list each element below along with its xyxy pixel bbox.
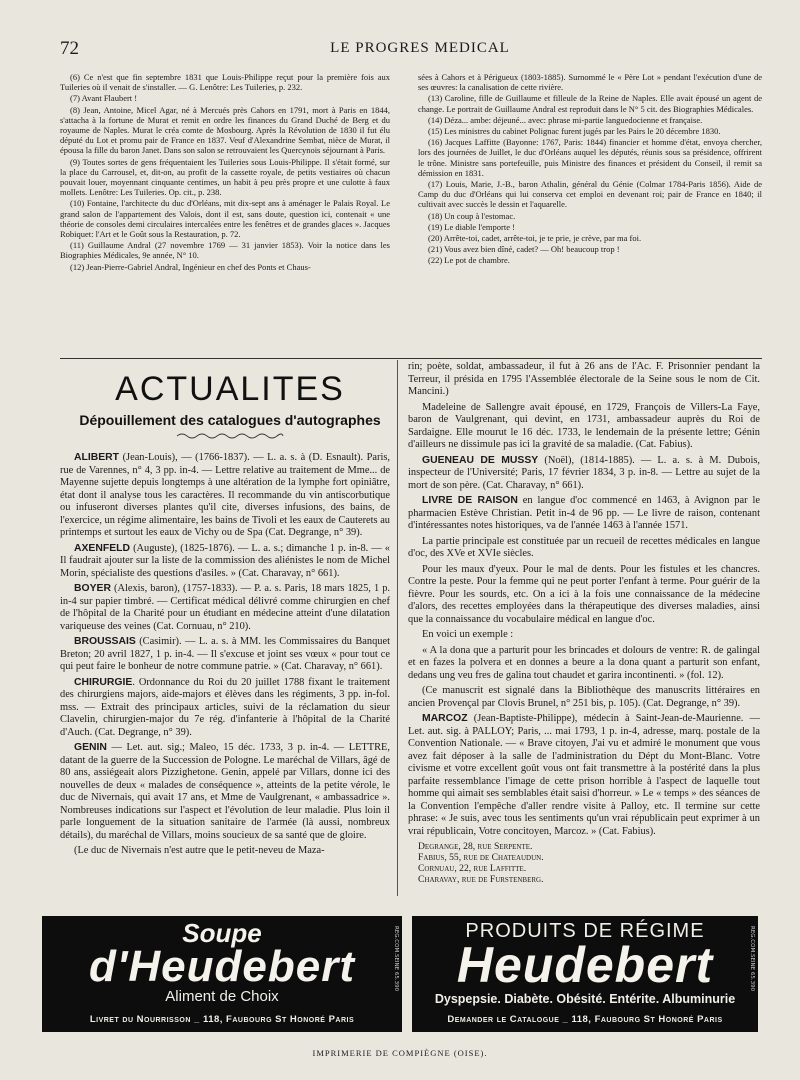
entry-name: AXENFELD: [74, 542, 130, 554]
entry-text: (Jean-Baptiste-Philippe), médecin à Saint-Jean-de-Maurienne. — Let. aut. sig. à PALLOY; Paris, ... mai 1793, 1 p. in-4, adresse, marq. postale de la Convention Nationale. — « Brave citoyen, J'ai vu et admiré le monument que vous avez fait déposer à la salle de l'administration du Dépt du Mont-Blanc. Votre civisme et votre excellent goût vous ont fait transmettre à la postérité dans la plus parfaite ressemblance l'image de cette prison horrible à l'aspect de laquelle tout homme qui aimait ses semblables était saisi d'horreur. » Le « temps » des séances de la Convention l'empêche d'aller rendre visite à Palloy, etc. Il termine sur cette phrase: « Je suis, avec tous les sentiments qu'un vrai républicain peut exprimer à un vrai républicain, Votre concitoyen, Marcoz. » (Cat. Fabius).: [408, 713, 760, 837]
ad-script-soupe: Soupe: [182, 918, 262, 948]
catalogue-entry: [408, 629, 760, 642]
printer-imprint: IMPRIMERIE DE COMPIÈGNE (OISE).: [312, 1048, 488, 1058]
catalogue-entry: [408, 402, 760, 452]
footnote: (11) Guillaume Andral (27 novembre 1769 — 31 janvier 1853). Voir la notice dans les Biographies Médicales, 9e année, N° 10.: [60, 240, 390, 261]
entry-text: (Auguste), (1825-1876). — L. a. s.; dimanche 1 p. in-8. — « Il faudrait ajouter sur la liste de la commission des aliénistes le nom de Michel Morin, spécialiste des questions d'asiles. » (Cat. Charavay, n° 661).: [60, 542, 390, 579]
column-divider: [397, 360, 398, 896]
footnote: sées à Cahors et à Périgueux (1803-1885). Surnommé le « Père Lot » pendant l'exécution d'une de ses œuvres: la canalisation de cette rivière.: [418, 72, 762, 93]
ornament-squiggle: [175, 432, 285, 440]
catalogue-entry: [60, 845, 390, 858]
footnote: (6) Ce n'est que fin septembre 1831 que Louis-Philippe reçut pour la première fois aux Tuileries où il venait de s'installer. — G. Lenôtre: Les Tuileries, p. 232.: [60, 72, 390, 93]
entry-name: GUENEAU DE MUSSY: [422, 454, 539, 466]
catalogue-entry: [408, 685, 760, 710]
entry-text: (Casimir). — L. a. s. à MM. les Commissaires du Banquet Breton; 20 avril 1827, 1 p. in-4. — Il s'excuse et joint ses vœux « pour tout ce qui peut faire le bonheur de notre commune patrie. » (Cat. Charavay, n° 661).: [60, 636, 390, 672]
entry-name: GENIN: [74, 742, 107, 753]
ad-indications: Dyspepsie. Diabète. Obésité. Entérite. Albuminurie: [434, 992, 736, 1006]
entries-column-left: [60, 452, 390, 861]
entry-text: (Le duc de Nivernais n'est autre que le petit-neveu de Maza-: [74, 845, 325, 856]
footnote: (9) Toutes sortes de gens fréquentaient les Tuileries sous Louis-Philippe. Il s'était formé, sur la place du Carrousel, et, dit-on, au profit de la cassette royale, de petits vestiaires où chacun pouvait louer, moyennant cinquante centimes, un habit à peu près propre et une culotte à faux mollets. Lenôtre: Les Tuileries. Op. cit., p. 238.: [60, 156, 390, 198]
catalogue-entry: [60, 742, 390, 842]
entry-text: en langue d'oc commencé en 1463, à Avignon par le pharmacien Estève Christian. Petit in-4 de 96 pp. — Le livre de raison, contenant d'intéressantes notes historiques, va de l'année 1463 à l'année 1571.: [408, 495, 760, 531]
catalogue-entry: [408, 564, 760, 627]
catalogue-addresses: [408, 841, 760, 885]
catalogue-entry: [60, 583, 390, 633]
page-number: 72: [60, 38, 79, 59]
footnote: (22) Le pot de chambre.: [428, 255, 510, 266]
catalogue-entry: [60, 677, 390, 740]
section-title: ACTUALITES: [115, 370, 345, 408]
ad-registration: REG.COM.SEINE 65.390: [749, 926, 755, 992]
ad-registration: REG.COM.SEINE 65.390: [393, 926, 399, 992]
entry-name: CHIRURGIE: [74, 676, 133, 688]
footnote: (14) Déza... ambe: déjeuné... avec: phrase mi-partie languedocienne et française.: [428, 114, 703, 125]
entry-text: — Let. aut. sig.; Maleo, 15 déc. 1733, 3 p. in-4. — LETTRE, datant de la guerre de la Succession de Pologne. Le maréchal de Villars, âgé de 80 ans, assiégeait alors Pizzighetone. Genin, appelé par Villars, donne ici des nouvelles de deux « malades de conséquence », atteints de la petite vérole, le duc de Nivernais, qui avait 17 ans, et Mme de Vaulgrenant, « ambassadrice ». Nombreuses indications sur l'aspect et l'évolution de leur maladie. Plus loin il parle longuement de la situation sanitaire de l'armée (là aussi, nombreux détails), du maréchal de Villars, moins soucieux de sa santé que de gloire.: [60, 742, 390, 841]
footnote: (12) Jean-Pierre-Gabriel Andral, Ingénieur en chef des Ponts et Chaus-: [70, 261, 311, 272]
ad-script-brand: Heudebert: [456, 937, 714, 993]
address-line: Charavay, rue de Furstenberg.: [418, 874, 544, 885]
entry-text: . Ordonnance du Roi du 20 juillet 1788 fixant le traitement des chirurgiens majors, aide-majors et élèves dans les régiments, 3 pp. in-fol. mss. — Extrait des principaux articles, suivi de la réclamation du sieur Clavelin, chirurgien-major du 7e rég. d'infanterie à l'hôpital de la Charité d'Auch. (Cat. Degrange, n° 39).: [60, 676, 390, 738]
entry-name: ALIBERT: [74, 452, 120, 463]
advertisement-produits-regime: [412, 916, 758, 1032]
entry-text: « A la dona que a parturit pour les brincades et dolours de ventre: R. de galingal et en fazes la polvera et en donnes a beure a la dona quant a parturit son enfant, dedans ung veu fres de galina tout chaudet et garira incontinenti. » (fol. 12).: [408, 644, 760, 681]
ad-tagline: Aliment de Choix: [165, 988, 279, 1005]
catalogue-entry: [408, 361, 760, 399]
footnotes-right: [418, 72, 762, 267]
address-line: Cornuau, 22, rue Laffitte.: [418, 863, 527, 874]
footnote: (20) Arrête-toi, cadet, arrête-toi, je te prie, je crève, par ma foi.: [428, 233, 642, 244]
ad-script-brand: d'Heudebert: [89, 942, 355, 991]
footnote: (17) Louis, Marie, J.-B., baron Athalin, général du Génie (Colmar 1784-Paris 1856). Aide de Camp du duc d'Orléans qui lui conserva cet emploi en devenant roi; pair de France en 1840; il cultivait avec succès le dessin et l'aquarelle.: [418, 179, 762, 210]
entry-text: Pour les maux d'yeux. Pour le mal de dents. Pour les fistules et les chancres. Contre la peste. Pour la femme qui ne peut porter l'enfant à terme. Pour guérir de la fièvre. Pour les sourds, etc. On a ici à la fois une connaissance de la médecine d'alors, des recettes employées dans la thérapeutique des diverses maladies, ainsi que la connaissance du vocabulaire médical en langue d'oc.: [408, 563, 760, 625]
footnote: (7) Avant Flaubert !: [70, 93, 138, 104]
journal-title: LE PROGRES MEDICAL: [330, 40, 510, 56]
footnotes-left: [60, 72, 390, 273]
catalogue-entry: [408, 536, 760, 561]
footnote: (19) Le diable l'emporte !: [428, 221, 515, 232]
catalogue-entry: [60, 636, 390, 674]
entries-column-right: [408, 361, 760, 885]
ad-address: Livret du Nourrisson _ 118, Faubourg St Honoré Paris: [89, 1014, 355, 1025]
entry-name: LIVRE DE RAISON: [422, 495, 518, 506]
catalogue-entry: [408, 495, 760, 533]
address-line: Degrange, 28, rue Serpente.: [418, 841, 533, 852]
advertisement-soupe-heudebert: [42, 916, 402, 1032]
entry-text: En voici un exemple :: [422, 629, 514, 640]
footnote: (10) Fontaine, l'architecte du duc d'Orléans, mit dix-sept ans à aménager le Palais Royal. Le grand salon de l'appartement des Valois, dont il est, sans doute, question ici, contenait « une théorie de consoles demi circulaires intercalées entre les fenêtres et de grandes glaces ». Jacques Robiquet: l'Art et le Goût sous la Restauration, p. 72.: [60, 198, 390, 240]
ad-address: Demander le Catalogue _ 118, Faubourg St Honoré Paris: [447, 1014, 723, 1025]
page-header: [60, 38, 780, 60]
footnote: (16) Jacques Laffitte (Bayonne: 1767, Paris: 1844) financier et homme d'état, envoya chercher, lors des journées de Juillet, le duc d'Orléans auquel les députés, réunis sous sa présidence, offrirent le trône. Ministre sans portefeuille, puis Ministre des finances et président du Conseil, il remit sa démission en 1831.: [418, 137, 762, 178]
ad-heading: PRODUITS DE RÉGIME: [465, 920, 705, 942]
footnote: (13) Caroline, fille de Guillaume et filleule de la Reine de Naples. Elle avait épousé un agent de change. Le portrait de Guillaume Andral est reproduit dans le N° 5 cit. des Biographies Médicales.: [418, 93, 762, 114]
entry-name: MARCOZ: [422, 713, 468, 724]
catalogue-entry: [408, 455, 760, 493]
footnote: (21) Vous avez bien dîné, cadet? — Oh! beaucoup trop !: [428, 244, 620, 255]
entry-text: rin; poète, soldat, ambassadeur, il fut à 26 ans de l'Ac. F. Prisonnier pendant la Terreur, il présida en 1795 l'Assemblée électorale de la Seine sous le nom de Cit. Mancini.): [408, 361, 760, 397]
catalogue-entry: [408, 645, 760, 683]
footnote: (18) Un coup à l'estomac.: [428, 210, 516, 221]
catalogue-entry: [408, 713, 760, 838]
catalogue-entry: [60, 452, 390, 540]
footnote: (8) Jean, Antoine, Micel Agar, né à Mercués près Cahors en 1791, mort à Paris en 1844, s'attacha à la fortune de Murat et remit en ordre les finances du Grand Duché de Berg et du royaume de Naples. Murat le créa comte de Mosbourg. Après la Révolution de 1830 il fut élu député du Lot et promu pair de France en 1837. Veuf d'Alexandrine Sembat, nièce de Murat, il épousa la fille du baron Janet. Dans son salon se retrouvaient les Quercynois séjournant à Paris.: [60, 104, 390, 156]
entry-text: (Ce manuscrit est signalé dans la Bibliothèque des manuscrits littéraires en ancien Provençal par Clovis Brunel, n° 251 bis, p. 105). (Cat. Degrange, n° 39).: [408, 685, 760, 709]
entry-text: (Jean-Louis), — (1766-1837). — L. a. s. à (D. Esnault). Paris, rue de Varennes, n° 4, 3 pp. in-4. — Lettre relative au traitement de Mme... de Mayenne sujette depuis longtemps à une altération de la lymphe fort opiniâtre, état dont il analyse tous les caractères. Il recommande du vin antiscorbutique ou infuseront diverses plantes qu'il cite, diverses infusions, des bains, de l'exercice, un régime alimentaire, les bains de Tivoli et les eaux de Cauterets au printemps et surtout les eaux de Vichy ou de Spa (Cat. Degrange, n° 39).: [60, 452, 390, 538]
catalogue-entry: [60, 543, 390, 581]
section-subtitle: Dépouillement des catalogues d'autographes: [79, 412, 381, 428]
entry-text: La partie principale est constituée par un recueil de recettes médicales en langue d'oc, des XVe et XVIe siècles.: [408, 535, 760, 559]
entry-name: BROUSSAIS: [74, 636, 136, 647]
address-line: Fabius, 55, rue de Chateaudun.: [418, 852, 544, 863]
entry-text: Madeleine de Sallengre avait épousé, en 1729, François de Villers-La Faye, baron de Vaulgrenant, qui devint, en 1731, ambassadeur auprès du Roi de Sardaigne. Elle mourut le 16 déc. 1733, le lendemain de la présente lettre; Génin d'ailleurs ne dissimule pas ici la gravité de sa maladie. (Cat. Fabius).: [408, 401, 760, 450]
entry-name: BOYER: [74, 583, 111, 594]
section-divider: [60, 358, 762, 359]
footnote: (15) Les ministres du cabinet Polignac furent jugés par les Pairs le 20 décembre 1830.: [428, 126, 721, 137]
entry-text: (Noël), (1814-1885). — L. a. s. à M. Dubois, inspecteur de l'Université; Paris, 17 février 1834, 3 p. in-8. — Lettre au sujet de la mort de son père. (Cat. Charavay, n° 661).: [408, 454, 761, 491]
entry-text: (Alexis, baron), (1757-1833). — P. a. s. Paris, 18 mars 1825, 1 p. in-4 sur papier timbré. — Certificat médical délivré comme chirurgien en chef de l'hôpital de la Charité pour un étudiant en médecine atteint d'une dilatation variqueuse des veines (Cat. Cornuau, n° 210).: [60, 583, 390, 632]
